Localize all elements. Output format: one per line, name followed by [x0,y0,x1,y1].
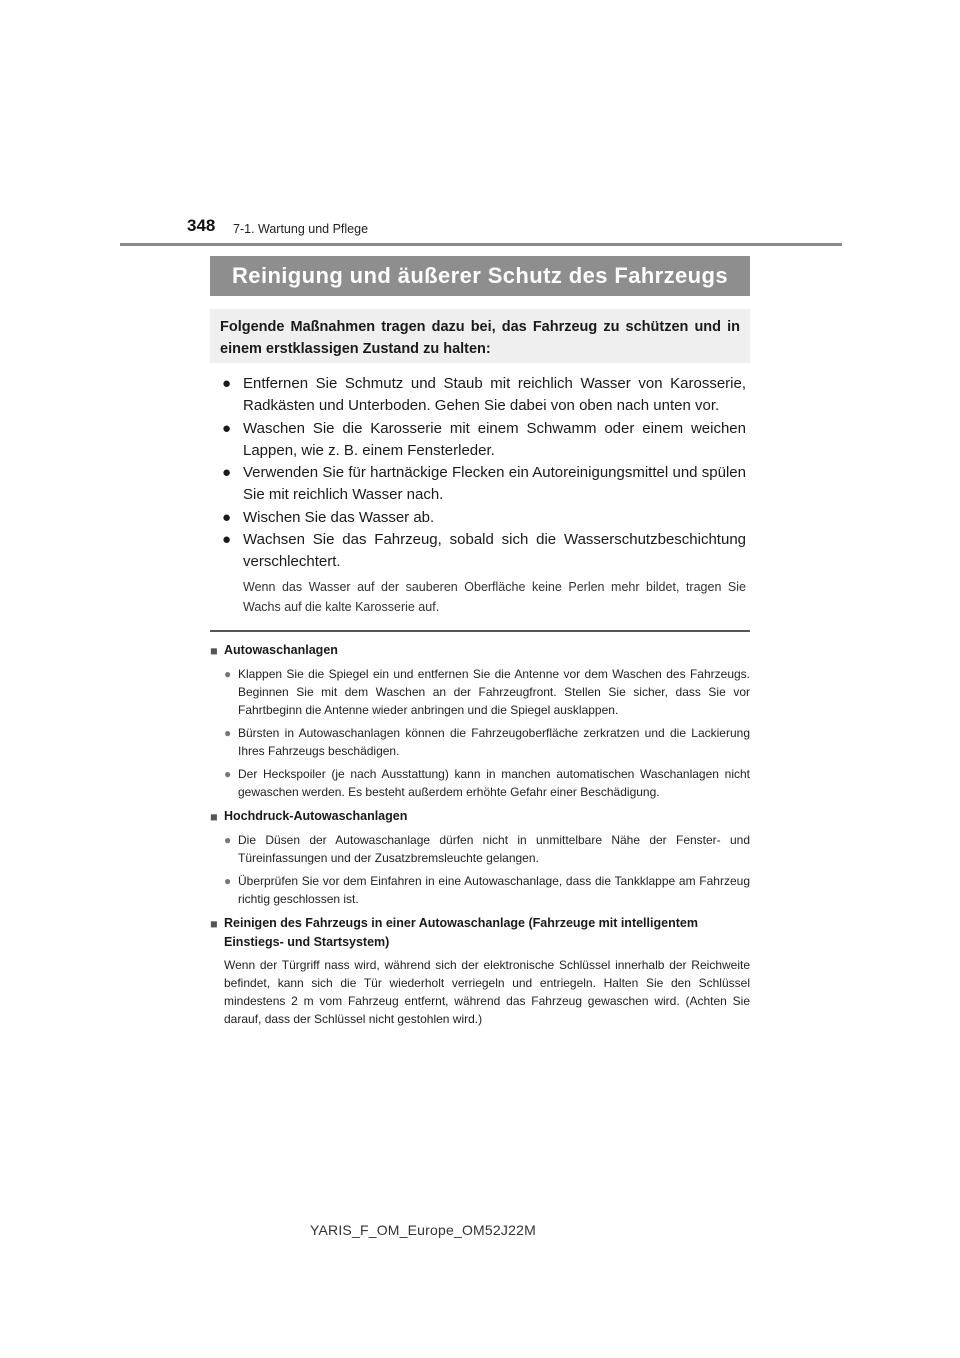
section-heading: ■ Autowaschanlagen [210,641,750,660]
list-item: ● Der Heckspoiler (je nach Ausstattung) kann in manchen automatischen Waschanlagen nicht gewaschen werden. Es besteht außerdem erhöhte Gefahr einer Beschädigung. [224,767,750,799]
bullet-icon: ● [222,531,232,548]
bullet-icon: ● [224,874,232,888]
section-text: Wenn der Türgriff nass wird, während sich der elektronische Schlüssel innerhalb der Reichweite befindet, kann sich die Tür wiederholt verriegeln und entriegeln. Halten Sie den Schlüssel mindestens 2 m vom Fahrzeug entfernt, während das Fahrzeug gewaschen wird. (Achten Sie darauf, dass der Schlüssel nicht gestohlen wird.) [224,958,750,1026]
header-divider [120,243,842,246]
notes-section [210,638,750,1028]
bullet-icon: ● [222,464,232,481]
list-item: ● Überprüfen Sie vor dem Einfahren in eine Autowaschanlage, dass die Tankklappe am Fahrzeug richtig geschlossen ist. [224,874,750,906]
list-item: ● Entfernen Sie Schmutz und Staub mit reichlich Wasser von Karosserie, Radkästen und Unterboden. Gehen Sie dabei von oben nach unten vor. [222,375,746,414]
list-item: ● Bürsten in Autowaschanlagen können die Fahrzeugoberfläche zerkratzen und die Lackierung Ihres Fahrzeugs beschädigen. [224,726,750,758]
document-code: YARIS_F_OM_Europe_OM52J22M [310,1222,536,1238]
main-bullet-list [222,373,746,574]
page-title: Reinigung und äußerer Schutz des Fahrzeugs [210,256,750,296]
list-item: ● Verwenden Sie für hartnäckige Flecken ein Autoreinigungsmittel und spülen Sie mit reichlich Wasser nach. [222,464,746,503]
list-item: ● Wachsen Sie das Fahrzeug, sobald sich die Wasserschutzbeschichtung verschlechtert. [222,531,746,570]
wax-note: Wenn das Wasser auf der sauberen Oberfläche keine Perlen mehr bildet, tragen Sie Wachs auf die kalte Karosserie auf. [243,580,746,614]
intro-box: Folgende Maßnahmen tragen dazu bei, das Fahrzeug zu schützen und in einem erstklassigen Zustand zu halten: [210,309,750,363]
square-bullet-icon: ■ [210,917,218,931]
list-item: ● Klappen Sie die Spiegel ein und entfernen Sie die Antenne vor dem Waschen des Fahrzeugs. Beginnen Sie mit dem Waschen an der Fahrzeugfront. Stellen Sie sicher, dass Sie vor Fahrtbeginn die Antenne wieder anbringen und die Spiegel ausklappen. [224,667,750,717]
list-item: ● Die Düsen der Autowaschanlage dürfen nicht in unmittelbare Nähe der Fenster- und Türeinfassungen und der Zusatzbremsleuchte gelangen. [224,833,750,865]
page-number: 348 [187,216,216,235]
section-divider [210,630,750,632]
list-item: ● Waschen Sie die Karosserie mit einem Schwamm oder einem weichen Lappen, wie z. B. einem Fensterleder. [222,419,746,459]
square-bullet-icon: ■ [210,810,218,824]
bullet-icon: ● [222,508,232,526]
bullet-icon: ● [224,726,232,740]
bullet-icon: ● [224,767,232,781]
chapter-title: 7-1. Wartung und Pflege [233,222,369,236]
square-bullet-icon: ■ [210,644,218,658]
section-heading: ■ Hochdruck-Autowaschanlagen [210,807,750,826]
section-heading: ■ Reinigen des Fahrzeugs in einer Autowaschanlage (Fahrzeuge mit intelligentem Einstiegs- und Startsystem) [210,916,698,949]
bullet-icon: ● [224,667,232,681]
bullet-icon: ● [222,375,232,392]
list-item: ● Wischen Sie das Wasser ab. [222,507,746,529]
bullet-icon: ● [222,419,232,437]
bullet-icon: ● [224,833,232,847]
